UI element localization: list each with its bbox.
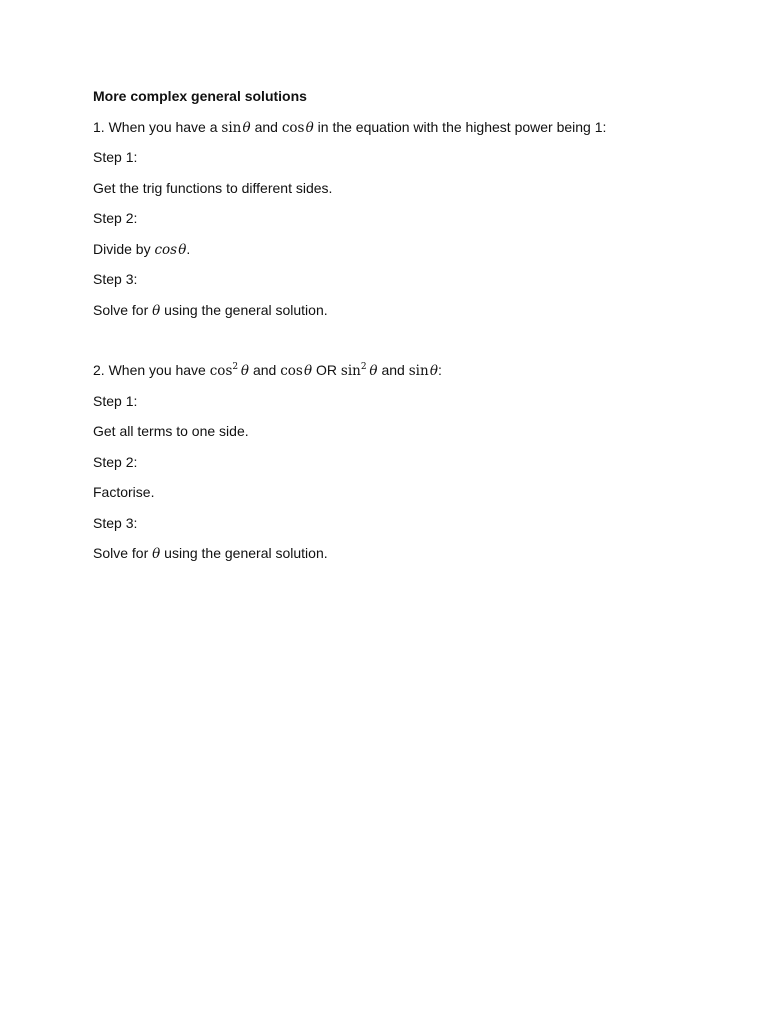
section2-intro-prefix: 2. When you have (93, 362, 210, 378)
section2-step1-text: Get all terms to one side. (93, 423, 249, 439)
section2-intro-and: and (249, 362, 281, 378)
section2-step1-label: Step 1: (93, 392, 138, 409)
section1-step1-label: Step 1: (93, 149, 138, 165)
theta-symbol: θ (429, 363, 438, 379)
section2-intro-and: and (377, 362, 409, 378)
section1-step3-text (93, 300, 713, 320)
power-superscript: 2 (360, 362, 367, 372)
section1-step1-text: Get the trig functions to different sides. (93, 179, 333, 196)
theta-symbol: θ (304, 363, 313, 379)
section2-step3-label: Step 3: (93, 514, 138, 531)
theta-symbol: θ (178, 241, 187, 258)
section2-intro (93, 360, 713, 380)
section-spacer (93, 330, 713, 360)
cos-function: cos (280, 363, 303, 379)
step3-prefix: Solve for (93, 301, 153, 318)
cos-function: cos (154, 241, 178, 258)
step2-suffix: . (186, 240, 191, 257)
theta-symbol: θ (152, 302, 161, 319)
theta-symbol: θ (152, 546, 161, 562)
section1-step2-text (93, 239, 713, 259)
section1-intro (93, 117, 713, 137)
section1-step2-label: Step 2: (93, 210, 138, 226)
section2-intro-suffix: : (437, 362, 442, 378)
power-superscript: 2 (232, 362, 239, 372)
section2-step3-text (93, 543, 713, 563)
cos-function: cos (209, 363, 233, 379)
section2-step2-text: Factorise. (93, 484, 155, 500)
section1-intro-prefix: 1. When you have a (93, 118, 222, 135)
step2-prefix: Divide by (93, 240, 155, 257)
sin-function: sin (408, 363, 429, 379)
theta-symbol: θ (369, 363, 378, 379)
step3-prefix: Solve for (93, 545, 153, 561)
step3-suffix: using the general solution. (160, 545, 328, 561)
sin-function: sin (221, 119, 242, 136)
document-page (93, 86, 713, 574)
sin-function: sin (340, 363, 361, 379)
theta-symbol: θ (240, 363, 250, 379)
theta-symbol: θ (242, 119, 251, 136)
document-title: More complex general solutions (93, 88, 307, 104)
cos-function: cos (281, 119, 305, 136)
section2-intro-or: OR (312, 362, 341, 378)
section2-step2-label: Step 2: (93, 453, 138, 470)
section1-intro-and: and (250, 118, 282, 135)
theta-symbol: θ (305, 119, 314, 136)
section1-intro-suffix: in the equation with the highest power being 1: (313, 118, 607, 135)
section1-step3-label: Step 3: (93, 271, 138, 287)
step3-suffix: using the general solution. (160, 301, 328, 318)
